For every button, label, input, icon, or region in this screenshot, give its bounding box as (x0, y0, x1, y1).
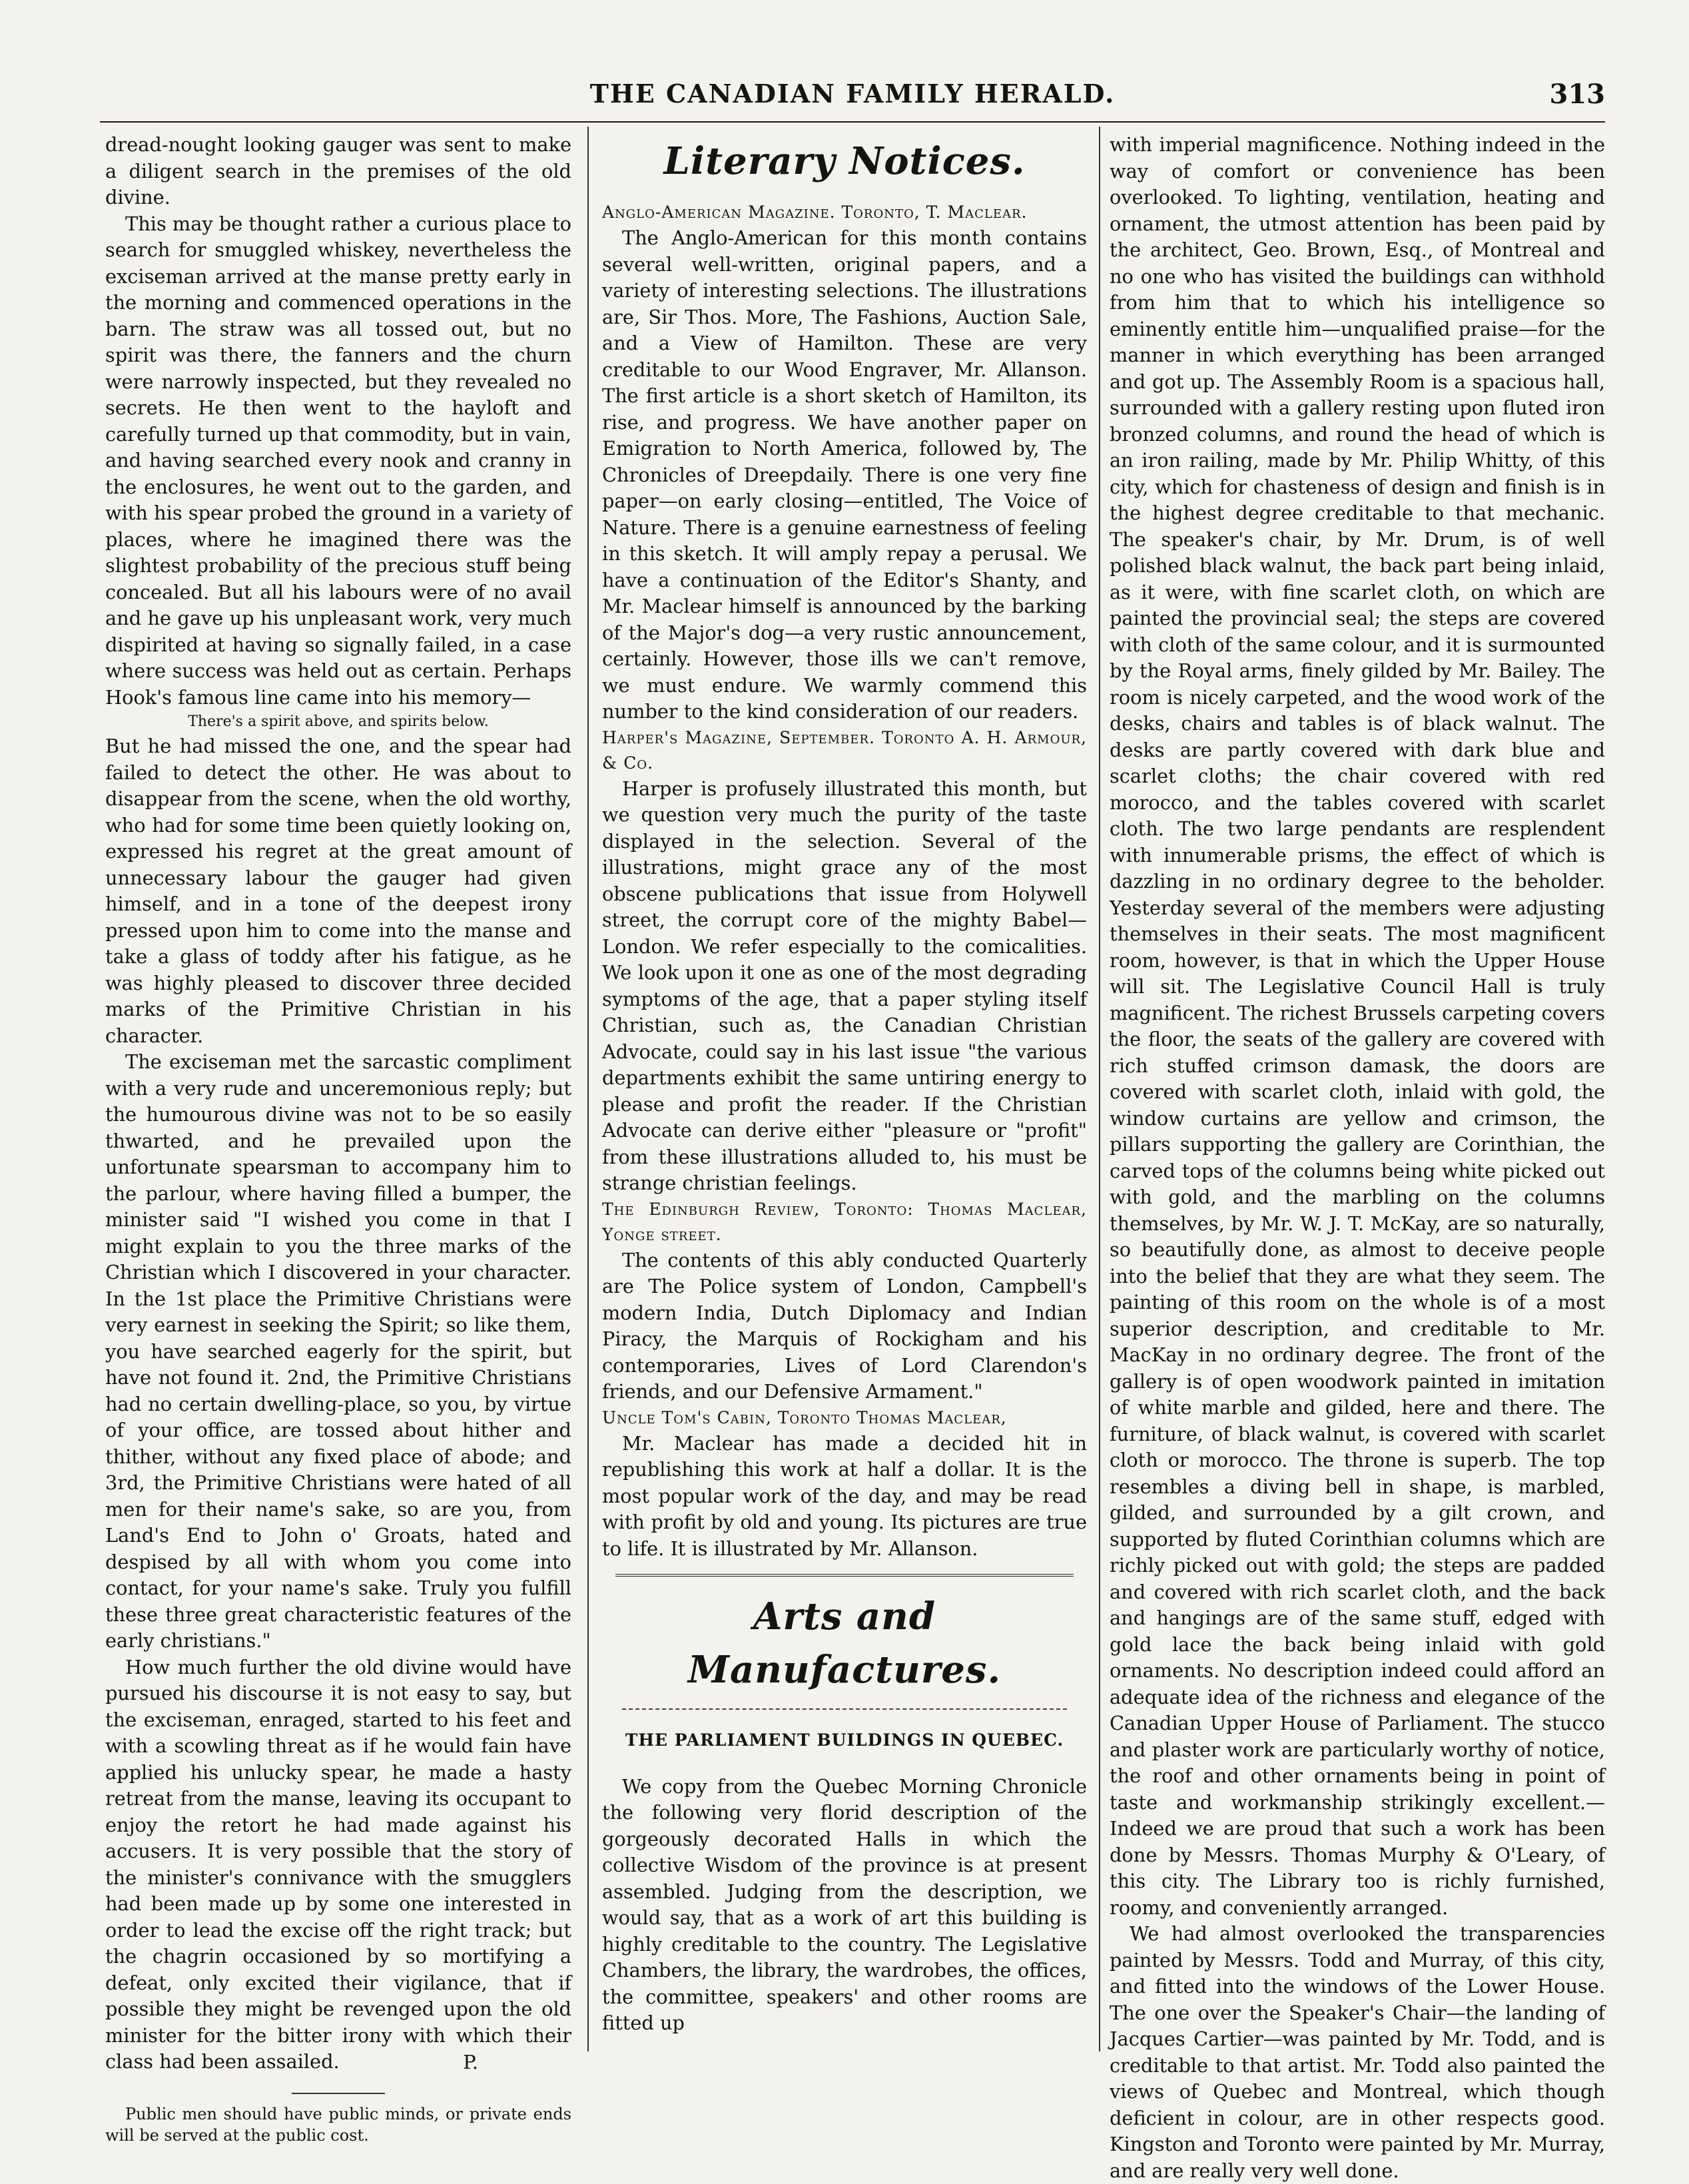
paragraph: This may be thought rather a curious place to search for smuggled whiskey, nevertheless the exciseman arrived at the manse pretty early in the morning and commenced operations in the barn. The straw was all tossed out, but no spirit was there, the fanners and the churn were narrowly inspected, but they revealed no secrets. He then went to the hayloft and carefully turned up that commodity, but in vain, and having searched every nook and cranny in the enclosures, he went out to the garden, and with his spear probed the ground in a variety of places, where he imagined there was the slightest probability of the precious stuff being concealed. But all his labours were of no avail and he gave up his unpleasant work, very much dispirited at having so signally failed, in a case where success was held out as certain. Perhaps Hook's famous line came into his memory— (105, 212, 571, 709)
article-body: We copy from the Quebec Morning Chronicle the following very florid description of the gorgeously decorated Halls in which the collective Wisdom of the province is at present assembled. Judging from the description, we would say, that as a work of art this building is highly creditable to the country. The Legislative Chambers, the library, the wardrobes, the offices, the committee, speakers' and other rooms are fitted up (602, 1774, 1087, 2034)
column-rule (1099, 127, 1100, 2051)
paragraph: But he had missed the one, and the spear had failed to detect the other. He was about to disappear from the scene, when the old worthy, who had for some time been quietly looking on, expressed his regret at the great amount of unnecessary labour the gauger had given himself, and in a tone of the deepest irony pressed upon him to come into the manse and take a glass of toddy after his fatigue, as he was highly pleased to discover three decided marks of the Primitive Christian in his character. (105, 735, 571, 1047)
notice-body: The Anglo-American for this month contains several well-written, original papers, and a variety of interesting selections. The illustrations are, Sir Thos. More, The Fashions, Auction Sale, and a View of Hamilton. These are very creditable to our Wood Engraver, Mr. Allanson. The first article is a short sketch of Hamilton, its rise, and progress. We have another paper on Emigration to North America, followed by, The Chronicles of Dreepdaily. There is one very fine paper—on early closing—entitled, The Voice of Nature. There is a genuine earnestness of feeling in this sketch. It will amply repay a perusal. We have a continuation of the Editor's Shanty, and Mr. Maclear himself is announced by the barking of the Major's dog—a very rustic announcement, certainly. However, those ills we can't remove, we must endure. We warmly commend this number to the kind consideration of our readers. (602, 226, 1087, 723)
notice-heading: Uncle Tom's Cabin, Toronto Thomas Maclear, (602, 1407, 1007, 1427)
paragraph: The exciseman met the sarcastic compliment with a very rude and unceremonious reply; but the humourous divine was not to be so easily thwarted, and he prevailed upon the unfortunate spearsman to accompany him to the parlour, where having filled a bumper, the minister said "I wished you come in that I might explain to you the three marks of the Christian which I discovered in your character. In the 1st place the Primitive Christians were very earnest in seeking the Spirit; so like them, you have searched eagerly for the spirit, but have not found it. 2nd, the Primitive Christians had no certain dwelling-place, so you, by virtue of your office, are tossed about hither and thither, without any fixed place of abode; and 3rd, the Primitive Christians were hated of all men for their name's sake, so are you, from Land's End to John o' Groats, hated and despised by all with whom you come into contact, for your name's sake. Truly you fulfill these three great characteristic features of the early christians." (105, 1050, 571, 1652)
decorative-rule (622, 1708, 1067, 1710)
notice-heading: Anglo-American Magazine. Toronto, T. Maclear. (602, 202, 1028, 222)
running-head (100, 79, 1605, 119)
page-number: 313 (1549, 79, 1605, 110)
notice-body: The contents of this ably conducted Quarterly are The Police system of London, Campbell's modern India, Dutch Diplomacy and Indian Piracy, the Marquis of Rockigham and his contemporaries, Lives of Lord Clarendon's friends, and our Defensive Armament." (602, 1248, 1087, 1403)
notice-heading: The Edinburgh Review, Toronto: Thomas Maclear, Yonge street. (602, 1199, 1087, 1244)
paragraph: dread-nought looking gauger was sent to make a diligent search in the premises of the old divine. (105, 133, 571, 208)
section-heading-literary: Literary Notices. (663, 139, 1026, 183)
notice-body: Harper is profusely illustrated this month, but we question very much the purity of the taste displayed in the selection. Several of the illustrations, might grace any of the most obscene publications that issue from Holywell street, the corrupt core of the mighty Babel—London. We refer especially to the comicalities. We look upon it one as one of the most degrading symptoms of the age, that a paper styling itself Christian, such as, the Canadian Christian Advocate, could say in his last issue "the various departments exhibit the same untiring energy to please and profit the reader. If the Christian Advocate can derive either "pleasure or "profit" from these illustrations alluded to, his must be strange christian feelings. (602, 777, 1087, 1194)
column-rule (587, 127, 589, 2051)
column-right (1110, 132, 1605, 2182)
verse-line: There's a spirit above, and spirits below. (188, 713, 489, 730)
notice-body: Mr. Maclear has made a decided hit in republishing this work at half a dollar. It is the most popular work of the day, and may be read with profit by old and young. Its pictures are true to life. It is illustrated by Mr. Allanson. (602, 1431, 1087, 1560)
publication-title: THE CANADIAN FAMILY HERALD. (589, 79, 1116, 109)
notice-heading: Harper's Magazine, September. Toronto A. H. Armour, & Co. (602, 727, 1087, 773)
article-body: We had almost overlooked the transparencies painted by Messrs. Todd and Murray, of this city, and fitted into the windows of the Lower House. The one over the Speaker's Chair—the landing of Jacques Cartier—was painted by Mr. Todd, and is creditable to that artist. Mr. Todd also painted the views of Quebec and Montreal, which though deficient in colour, are in other respects good. Kingston and Toronto were painted by Mr. Murray, and are really very well done. (1110, 1922, 1605, 2182)
author-signature: P. (463, 2050, 478, 2073)
footnote: Public men should have public minds, or private ends will be served at the public cost. (105, 2105, 571, 2145)
article-title: THE PARLIAMENT BUILDINGS IN QUEBEC. (625, 1730, 1064, 1750)
decorative-rule (615, 1574, 1074, 1583)
column-middle (602, 132, 1087, 2037)
paragraph: How much further the old divine would have pursued his discourse it is not easy to say, but the exciseman, enraged, started to his feet and with a scowling threat as if he would fain have applied his unlucky spear, he made a hasty retreat from the manse, leaving its occupant to enjoy the retort he had made against his accusers. It is very possible that the story of the minister's connivance with the smugglers had been made up by some one interested in order to lead the excise off the right track; but the chagrin occasioned by so mortifying a defeat, only excited their vigilance, that if possible they might be revenged upon the old minister for the bitter irony with which their class had been assailed. (105, 1655, 571, 2073)
article-body: with imperial magnificence. Nothing indeed in the way of comfort or convenience has been overlooked. To lighting, ventilation, heating and ornament, the utmost attention has been paid by the architect, Geo. Brown, Esq., of Montreal and no one who has visited the buildings can withhold from him that to which his intelligence so eminently entitle him—unqualified praise—for the manner in which everything has been arranged and got up. The Assembly Room is a spacious hall, surrounded with a gallery resting upon fluted iron bronzed columns, and round the head of which is an iron railing, made by Mr. Philip Whitty, of this city, which for chasteness of design and finish is in the highest degree creditable to that mechanic. The speaker's chair, by Mr. Drum, is of well polished black walnut, the back part being inlaid, as it were, with fine scarlet cloth, on which are painted the provincial seal; the steps are covered with cloth of the same colour, and it is surmounted by the Royal arms, finely gilded by Mr. Bailey. The room is nicely carpeted, and the wood work of the desks, chairs and tables is of black walnut. The desks are partly covered with dark blue and scarlet cloths; the chair covered with red morocco, and the tables covered with scarlet cloth. The two large pendants are resplendent with innumerable prisms, the effect of which is dazzling in no ordinary degree to the beholder. Yesterday several of the members were adjusting themselves in their seats. The most magnificent room, however, is that in which the Upper House will sit. The Legislative Council Hall is truly magnificent. The richest Brussels carpeting covers the floor, the seats of the gallery are covered with rich stuffed crimson damask, the doors are covered with scarlet cloth, inlaid with gold, the window curtains are yellow and crimson, the pillars supporting the gallery are Corinthian, the carved tops of the columns being white picked out with gold, and the marbling on the columns themselves, by Mr. W. J. T. McKay, are so naturally, so beautifully done, as almost to deceive people into the belief that they are what they seem. The painting of this room on the whole is of a most superior description, and creditable to Mr. MacKay in no ordinary degree. The front of the gallery is of open woodwork painted in imitation of white marble and gilded, here and there. The furniture, of black walnut, is covered with scarlet cloth or morocco. The throne is superb. The top resembles a diving bell in shape, is marbled, gilded, and surrounded by a gilt crown, and supported by fluted Corinthian columns which are richly picked out with gold; the steps are padded and covered with rich scarlet cloth, and the back and hangings are of the same stuff, edged with gold lace the back being inlaid with gold ornaments. No description indeed could afford an adequate idea of the richness and elegance of the Canadian Upper House of Parliament. The stucco and plaster work are particularly worthy of notice, the roof and other ornaments being in point of taste and workmanship strikingly excellent.—Indeed we are proud that such a work has been done by Messrs. Thomas Murphy & O'Leary, of this city. The Library too is richly furnished, roomy, and conveniently arranged. (1110, 133, 1605, 1919)
header-rule (100, 121, 1605, 123)
column-left (105, 132, 571, 2145)
section-heading-arts: Arts and Manufactures. (688, 1595, 1001, 1692)
footnote-rule (292, 2093, 385, 2094)
